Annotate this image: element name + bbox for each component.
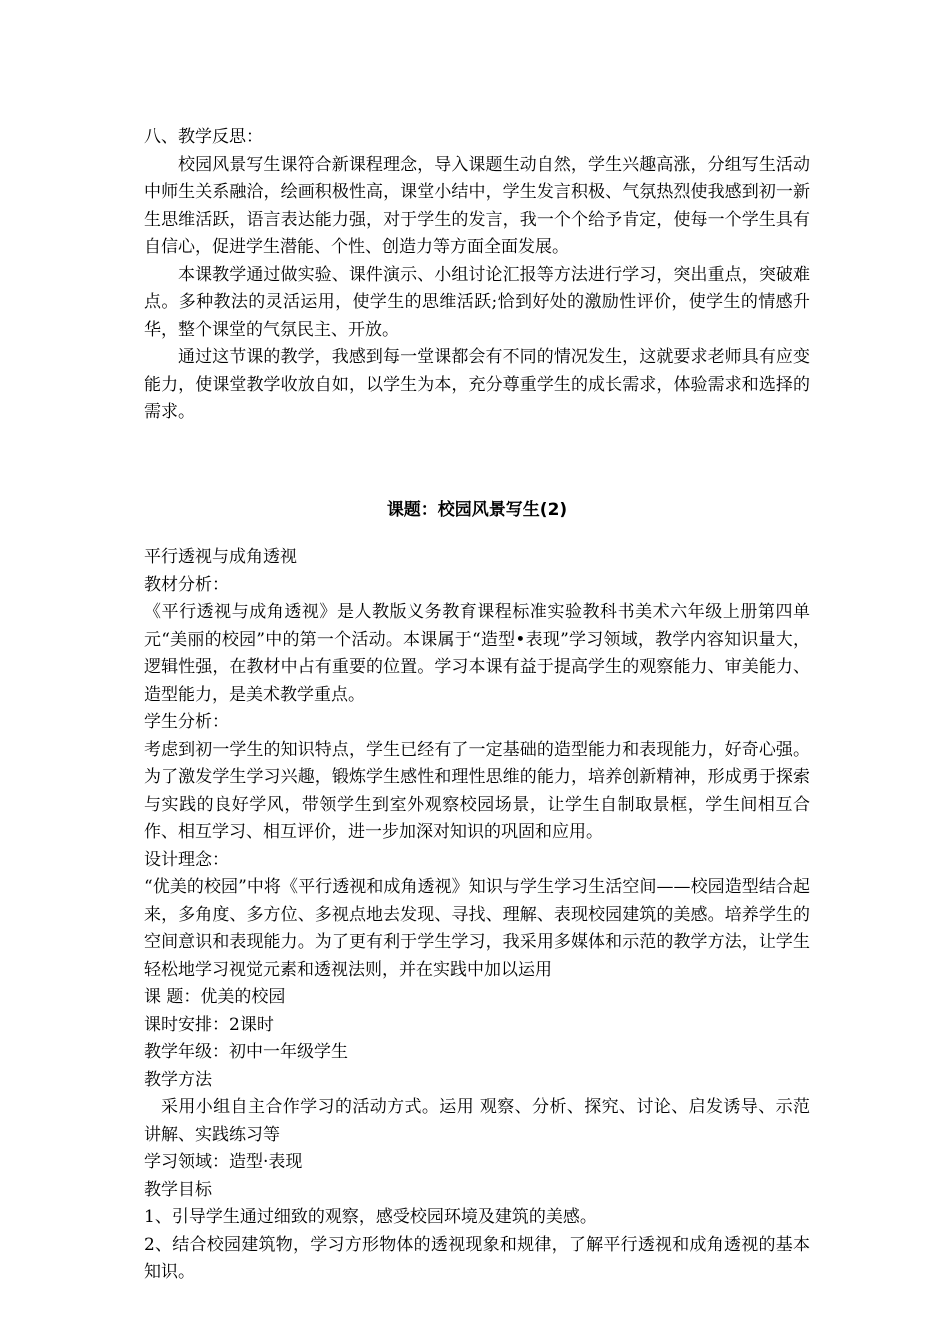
lesson-section	[144, 497, 810, 1287]
method-heading: 教学方法	[144, 1069, 212, 1090]
domain-line: 学习领域：造型·表现	[144, 1152, 303, 1172]
document-body	[144, 124, 810, 1287]
lesson-subtitle: 平行透视与成角透视	[144, 547, 297, 567]
topic-line: 课 题：优美的校园	[144, 987, 286, 1007]
concept-heading: 设计理念：	[144, 849, 229, 870]
student-text: 考虑到初一学生的知识特点，学生已经有了一定基础的造型能力和表现能力，好奇心强。为了激发学生学习兴趣，锻炼学生感性和理性思维的能力，培养创新精神，形成勇于探索与实践的良好学风，带领学生到室外观察校园场景，让学生自制取景框，学生间相互合作、相互学习、相互评价，进一步加深对知识的巩固和应用。	[144, 739, 810, 842]
reflection-heading: 八、教学反思：	[144, 127, 263, 147]
student-heading: 学生分析：	[144, 712, 229, 732]
section-gap	[144, 427, 810, 497]
lesson-title: 课题：校园风景写生(2)	[386, 499, 568, 520]
goals-heading: 教学目标	[144, 1179, 212, 1200]
reflection-section	[144, 124, 810, 427]
reflection-paragraph: 本课教学通过做实验、课件演示、小组讨论汇报等方法进行学习，突出重点，突破难点。多种教法的灵活运用，使学生的思维活跃;恰到好处的激励性评价，使学生的情感升华，整个课堂的气氛民主、开放。	[144, 264, 810, 340]
goal-item: 1、引导学生通过细致的观察，感受校园环境及建筑的美感。	[144, 1207, 597, 1227]
goal-item: 2、结合校园建筑物，学习方形物体的透视现象和规律，了解平行透视和成角透视的基本知识。	[144, 1234, 810, 1282]
material-heading: 教材分析：	[144, 574, 229, 595]
reflection-paragraph: 校园风景写生课符合新课程理念，导入课题生动自然，学生兴趣高涨，分组写生活动中师生关系融洽，绘画积极性高，课堂小结中，学生发言积极、气氛热烈使我感到初一新生思维活跃，语言表达能力强，对于学生的发言，我一个个给予肯定，使每一个学生具有自信心，促进学生潜能、个性、创造力等方面全面发展。	[144, 154, 810, 257]
title-gap	[144, 524, 810, 544]
method-text: 采用小组自主合作学习的活动方式。运用 观察、分析、探究、讨论、启发诱导、示范讲解、实践练习等	[144, 1097, 810, 1145]
grade-line: 教学年级：初中一年级学生	[144, 1042, 348, 1062]
schedule-line: 课时安排：2课时	[144, 1014, 274, 1035]
reflection-paragraph: 通过这节课的教学，我感到每一堂课都会有不同的情况发生，这就要求老师具有应变能力，使课堂教学收放自如，以学生为本，充分尊重学生的成长需求，体验需求和选择的需求。	[144, 347, 810, 422]
concept-text: “优美的校园”中将《平行透视和成角透视》知识与学生学习生活空间——校园造型结合起来，多角度、多方位、多视点地去发现、寻找、理解、表现校园建筑的美感。培养学生的空间意识和表现能力。为了更有利于学生学习，我采用多媒体和示范的教学方法，让学生轻松地学习视觉元素和透视法则，并在实践中加以运用	[144, 877, 810, 980]
material-text: 《平行透视与成角透视》是人教版义务教育课程标准实验教科书美术六年级上册第四单元“美丽的校园”中的第一个活动。本课属于“造型•表现”学习领域，教学内容知识量大，逻辑性强，在教材中占有重要的位置。学习本课有益于提高学生的观察能力、审美能力、造型能力，是美术教学重点。	[144, 602, 810, 705]
